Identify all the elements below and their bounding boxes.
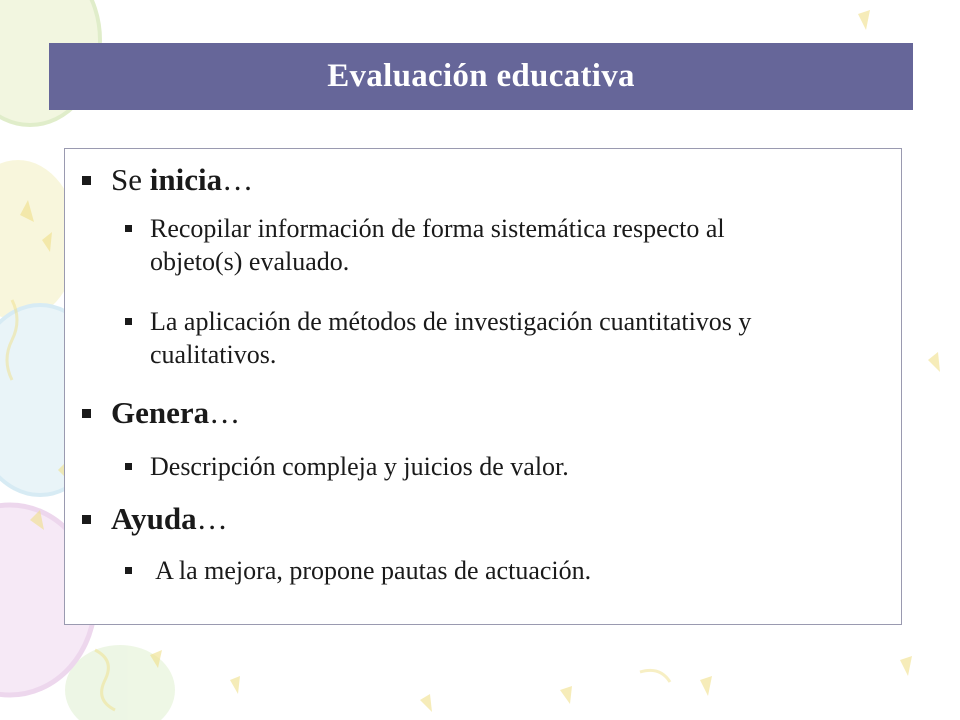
square-bullet-icon bbox=[125, 463, 132, 470]
sub-bullet-text: Recopilar información de forma sistemática respecto al objeto(s) evaluado. bbox=[150, 214, 725, 276]
sub-bullet-text: Descripción compleja y juicios de valor. bbox=[150, 452, 569, 481]
bullet-text: Se inicia… bbox=[111, 162, 254, 197]
slide-title: Evaluación educativa bbox=[327, 58, 635, 94]
bullet-ayuda bbox=[82, 501, 228, 537]
square-bullet-icon bbox=[82, 409, 91, 418]
square-bullet-icon bbox=[125, 225, 132, 232]
sub-bullet-recopilar bbox=[125, 212, 785, 278]
square-bullet-icon bbox=[125, 567, 132, 574]
bullet-text: Ayuda… bbox=[111, 501, 228, 536]
bullet-text: Genera… bbox=[111, 395, 241, 430]
content-box bbox=[64, 148, 902, 625]
sub-bullet-mejora bbox=[125, 554, 845, 587]
square-bullet-icon bbox=[82, 515, 91, 524]
square-bullet-icon bbox=[125, 318, 132, 325]
title-bar bbox=[49, 43, 913, 110]
sub-bullet-aplicacion bbox=[125, 305, 785, 371]
square-bullet-icon bbox=[82, 176, 91, 185]
bullet-genera bbox=[82, 395, 240, 431]
sub-bullet-text: La aplicación de métodos de investigación cuantitativos y cualitativos. bbox=[150, 307, 752, 369]
sub-bullet-text: A la mejora, propone pautas de actuación. bbox=[150, 556, 592, 585]
sub-bullet-descripcion bbox=[125, 450, 825, 483]
bullet-inicia bbox=[82, 162, 253, 198]
